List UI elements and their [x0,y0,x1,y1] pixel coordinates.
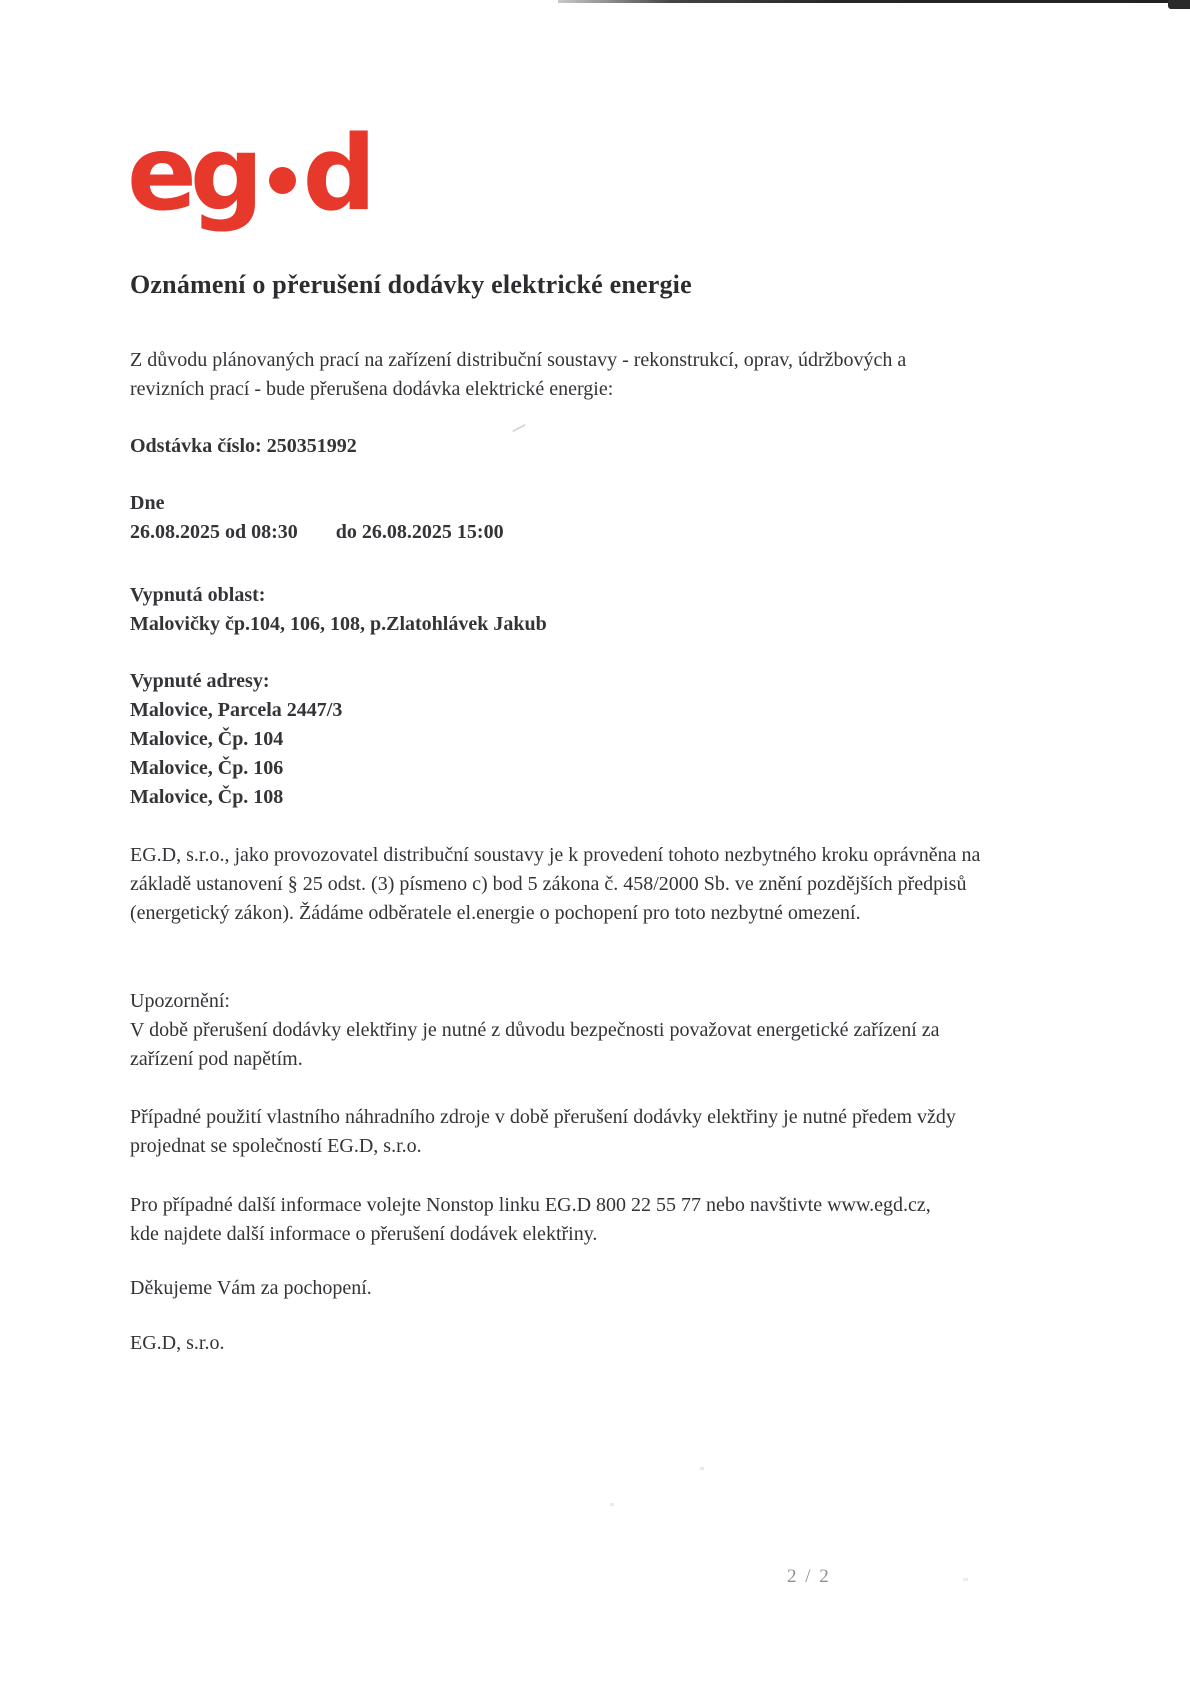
address-line: Malovice, Čp. 104 [130,728,284,750]
scan-speck [610,1503,614,1506]
addresses-block [130,667,342,812]
area-block [130,581,547,639]
warning-label: Upozornění: [130,990,230,1012]
warning-block [130,987,975,1074]
page-number: 2 / 2 [787,1566,831,1587]
outage-number-line [130,432,357,461]
address-line: Malovice, Parcela 2447/3 [130,699,343,721]
date-block [130,489,504,547]
thanks-line: Děkujeme Vám za pochopení. [130,1277,372,1299]
signature-line: EG.D, s.r.o. [130,1332,225,1354]
scan-artifact-top-line [558,0,1190,3]
date-from: 26.08.2025 od 08:30 [130,521,298,543]
logo-text-eg: eg [127,114,257,234]
warning-text: V době přerušení dodávky elektřiny je nutné z důvodu bezpečnosti považovat energetické zařízení za zařízení pod napětím. [130,1019,940,1070]
scan-speck [512,424,525,432]
outage-number-value: 250351992 [266,435,357,457]
outage-number-label: Odstávka číslo: [130,435,262,457]
scan-speck [700,1467,704,1470]
contact-note-paragraph: Pro případné další informace volejte Nonstop linku EG.D 800 22 55 77 nebo navštivte www.egd.cz, kde najdete další informace o přerušení dodávek elektřiny. [130,1194,931,1245]
logo-text-d: d [302,114,370,234]
scan-artifact-corner [1168,0,1190,9]
egd-logo [127,114,370,234]
intro-paragraph: Z důvodu plánovaných prací na zařízení distribuční soustavy - rekonstrukcí, oprav, údržbových a revizních prací - bude přerušena dodávka elektrické energie: [130,349,907,400]
addresses-label: Vypnuté adresy: [130,670,270,692]
document-title: Oznámení o přerušení dodávky elektrické energie [130,270,692,299]
date-to: do 26.08.2025 15:00 [335,521,504,543]
date-label: Dne [130,492,165,514]
address-line: Malovice, Čp. 106 [130,757,284,779]
generator-note-paragraph: Případné použití vlastního náhradního zdroje v době přerušení dodávky elektřiny je nutné předem vždy projednat se společností EG.D, s.r.o. [130,1106,956,1157]
address-line: Malovice, Čp. 108 [130,786,284,808]
logo-dot-icon [269,167,296,194]
area-value: Malovičky čp.104, 106, 108, p.Zlatohlávek Jakub [130,613,547,635]
date-range-line [130,518,504,547]
scan-speck [963,1578,968,1581]
area-label: Vypnutá oblast: [130,584,266,606]
legal-paragraph: EG.D, s.r.o., jako provozovatel distribuční soustavy je k provedení tohoto nezbytného kroku oprávněna na základě ustanovení § 25 odst. (3) písmeno c) bod 5 zákona č. 458/2000 Sb. ve znění pozdějších předpisů (energetický zákon). Žádáme odběratele el.energie o pochopení pro toto nezbytné omezení. [130,844,981,924]
